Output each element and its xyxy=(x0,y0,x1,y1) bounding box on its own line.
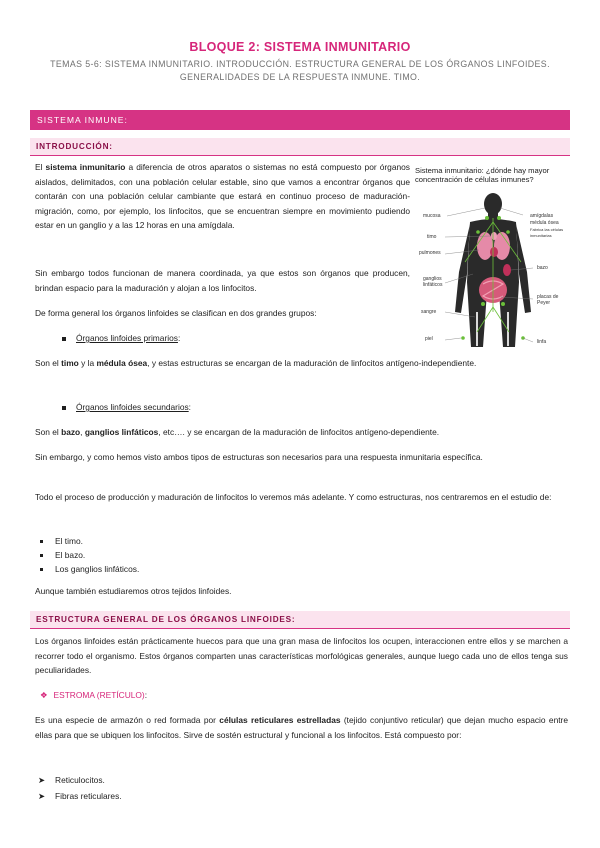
bullet-square-icon xyxy=(62,337,66,341)
document-subtitle xyxy=(40,58,560,84)
intro-paragraph-3: De forma general los órganos linfoides se clasifican en dos grandes grupos: xyxy=(35,308,317,318)
intro-paragraph-5: Son el bazo, ganglios linfáticos, etc…. y se encargan de la maduración de linfocitos antígeno-dependiente. xyxy=(35,427,440,437)
intro-paragraph-1: El sistema inmunitario a diferencia de otros aparatos o sistemas no está compuesto por órganos aislados, delimitados, con una población celular estable, sino que vamos a encontrar órganos que contarán con una población celular cambiante que estará en continuo proceso de maduración-migración, como, por ejemplo, los linfocitos, que se encuentran siempre en movimiento pudiendo estar en un ganglio y a las 12 horas en una amígdala. xyxy=(35,162,410,231)
figure-label-piel: piel xyxy=(425,336,433,342)
figure-label-medula-sub: Fabrica las células inmunitarias xyxy=(530,227,564,238)
figure-label-mucosa: mucosa xyxy=(423,213,441,219)
figure-label-medula: médula ósea xyxy=(530,220,559,226)
intro-paragraph-4: Son el timo y la médula ósea, y estas estructuras se encargan de la maduración de linfocitos antígeno-independiente. xyxy=(35,358,477,368)
list-item: ➤ Reticulocitos. xyxy=(38,775,105,785)
intro-paragraph-2: Sin embargo todos funcionan de manera coordinada, ya que estos son órganos que producen, brindan espacio para la maduración y alojan a los linfocitos. xyxy=(35,268,410,293)
bullet-square-icon xyxy=(62,406,66,410)
intro-paragraph-8: Aunque también estudiaremos otros tejidos linfoides. xyxy=(35,586,232,596)
heading-underline xyxy=(30,628,570,629)
figure-label-timo: timo xyxy=(427,234,437,240)
section-heading-sistema-inmune: SISTEMA INMUNE: xyxy=(30,110,570,130)
subsection-heading-estructura: ESTRUCTURA GENERAL DE LOS ÓRGANOS LINFOIDES: xyxy=(30,611,570,628)
figure-label-bazo: bazo xyxy=(537,265,548,271)
document-title: BLOQUE 2: SISTEMA INMUNITARIO xyxy=(189,40,411,54)
list-item: Órganos linfoides secundarios: xyxy=(62,400,191,414)
figure-label-pulmones: pulmones xyxy=(419,250,441,256)
figure-label-sangre: sangre xyxy=(421,309,437,315)
list-item: Los ganglios linfáticos. xyxy=(40,562,139,576)
immune-system-figure xyxy=(415,162,570,357)
intro-paragraph-6: Sin embargo, y como hemos visto ambos tipos de estructuras son necesarios para una respuesta inmunitaria específica. xyxy=(35,452,483,462)
arrow-bullet-icon: ➤ xyxy=(38,791,46,801)
estructura-paragraph-2: Es una especie de armazón o red formada por células reticulares estrelladas (tejido conjuntivo reticular) que dejan mucho espacio entre ellas para que se ubiquen los linfocitos. Sirve de sostén estructural y funcional a los linfocitos. Está compuesto por: xyxy=(35,715,569,740)
intro-paragraph-7: Todo el proceso de producción y maduración de linfocitos lo veremos más adelante. Y como estructuras, nos centraremos en el estudio de: xyxy=(35,492,552,502)
bullet-square-icon xyxy=(40,568,43,571)
arrow-bullet-icon: ➤ xyxy=(38,775,46,785)
subtitle-line-2: GENERALIDADES DE LA RESPUESTA INMUNE. TIMO. xyxy=(179,72,421,82)
figure-label-linfa: linfa xyxy=(537,339,547,345)
estroma-heading: ❖ ESTROMA (RETÍCULO): xyxy=(40,690,148,700)
figure-label-ganglios: ganglios linfáticos xyxy=(423,276,443,288)
bullet-square-icon xyxy=(40,540,43,543)
list-item: El timo. xyxy=(40,534,83,548)
estructura-paragraph-1: Los órganos linfoides están prácticamente huecos para que una gran masa de linfocitos los ocupen, interaccionen entre ellos y se marchen a recorrer todo el organismo. Estos órganos comparten unas características morfológicas generales, aunque luego cada uno de ellos tenga sus peculiaridades. xyxy=(35,636,568,676)
list-item: Órganos linfoides primarios: xyxy=(62,331,180,345)
subtitle-line-1: TEMAS 5-6: SISTEMA INMUNITARIO. INTRODUCCIÓN. ESTRUCTURA GENERAL DE LOS ÓRGANOS LINFOIDES. xyxy=(50,59,550,69)
human-body-illustration xyxy=(415,162,570,357)
bullet-square-icon xyxy=(40,554,43,557)
figure-label-amigdalas: amígdalas xyxy=(530,213,554,219)
figure-label-placas: placas de Peyer xyxy=(537,294,559,306)
list-item: El bazo. xyxy=(40,548,85,562)
diamond-bullet-icon: ❖ xyxy=(40,690,48,700)
list-item: ➤ Fibras reticulares. xyxy=(38,791,122,801)
figure-title: Sistema inmunitario: ¿dónde hay mayor concentración de células inmunes? xyxy=(415,166,550,185)
subsection-heading-introduccion: INTRODUCCIÓN: xyxy=(30,138,570,155)
heading-underline xyxy=(30,155,570,156)
